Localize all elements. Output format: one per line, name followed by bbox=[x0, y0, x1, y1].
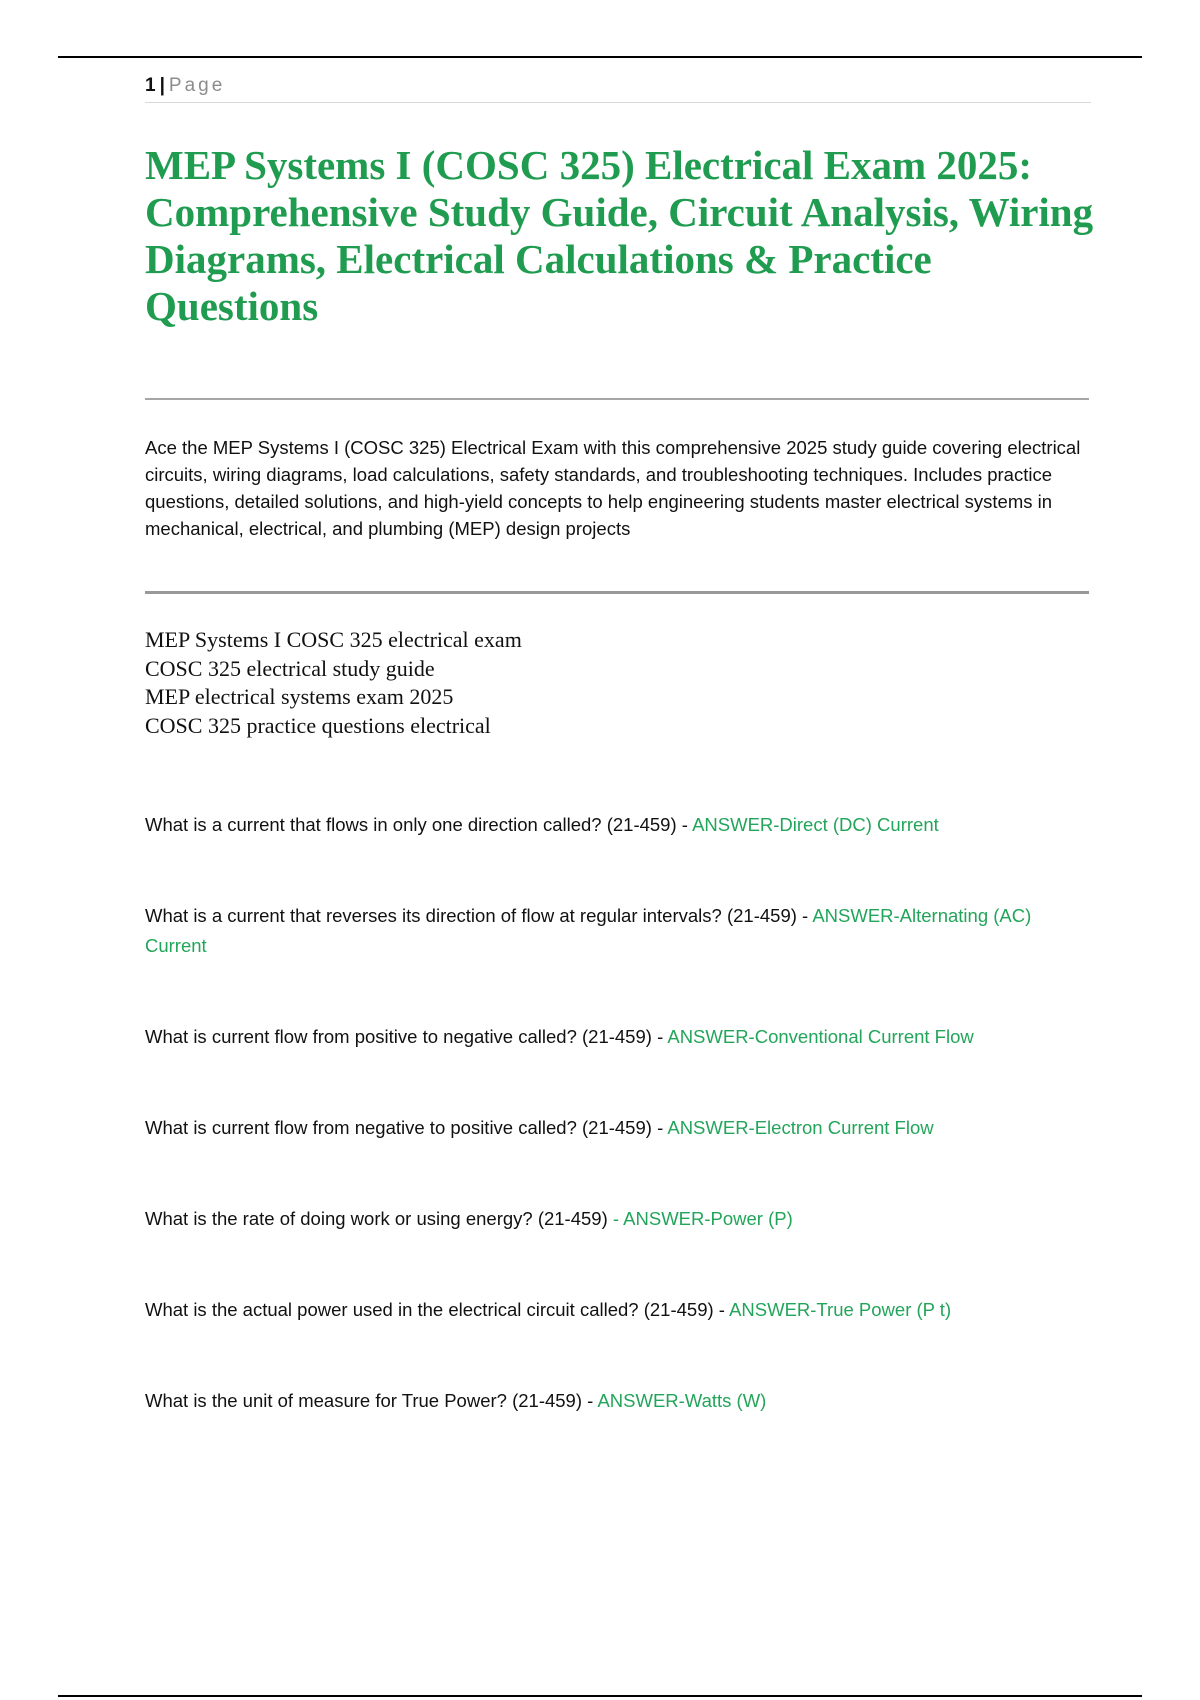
page-number: 1 bbox=[145, 75, 156, 96]
answer-text: ANSWER-Direct (DC) Current bbox=[692, 814, 939, 835]
keyword-item: COSC 325 electrical study guide bbox=[145, 655, 435, 681]
question-text: What is the actual power used in the electrical circuit called? (21-459) - bbox=[145, 1299, 730, 1320]
question-text: What is a current that reverses its direction of flow at regular intervals? (21-459) - bbox=[145, 905, 813, 926]
answer-text: ANSWER-True Power (P t) bbox=[729, 1299, 952, 1320]
question-text: What is current flow from positive to negative called? (21-459) - bbox=[145, 1026, 668, 1047]
qa-item bbox=[145, 1295, 1095, 1325]
document-description: Ace the MEP Systems I (COSC 325) Electrical Exam with this comprehensive 2025 study guide covering electrical circuits, wiring diagrams, load calculations, safety standards, and troubleshooting techniques. Includes practice questions, detailed solutions, and high-yield concepts to help engineering students master electrical systems in mechanical, electrical, and plumbing (MEP) design projects bbox=[145, 437, 1081, 539]
answer-text: ANSWER-Watts (W) bbox=[597, 1390, 767, 1411]
top-page-rule bbox=[58, 56, 1142, 58]
question-text: What is current flow from negative to positive called? (21-459) - bbox=[145, 1117, 668, 1138]
question-text: What is the rate of doing work or using energy? (21-459) bbox=[145, 1208, 613, 1229]
qa-item bbox=[145, 1113, 1095, 1143]
divider-line bbox=[145, 398, 1089, 400]
keyword-item: MEP electrical systems exam 2025 bbox=[145, 684, 454, 709]
answer-text: ANSWER-Electron Current Flow bbox=[667, 1117, 934, 1138]
answer-text: ANSWER-Conventional Current Flow bbox=[667, 1026, 974, 1047]
document-title: MEP Systems I (COSC 325) Electrical Exam 2025: Comprehensive Study Guide, Circuit Analysis, Wiring Diagrams, Electrical Calculations & Practice Questions bbox=[145, 142, 1094, 329]
page-label: Page bbox=[168, 75, 226, 96]
question-text: What is a current that flows in only one direction called? (21-459) - bbox=[145, 814, 693, 835]
page-header bbox=[145, 74, 1091, 103]
answer-text: ANSWER-Alternating (AC) Current bbox=[145, 905, 1032, 956]
keyword-list bbox=[145, 626, 1045, 740]
question-text: What is the unit of measure for True Power? (21-459) - bbox=[145, 1390, 598, 1411]
answer-text: - ANSWER-Power (P) bbox=[612, 1208, 793, 1229]
keyword-item: COSC 325 practice questions electrical bbox=[145, 712, 491, 738]
qa-item bbox=[145, 1386, 1095, 1416]
page-header-separator: | bbox=[159, 75, 165, 96]
qa-item bbox=[145, 901, 1095, 961]
qa-item bbox=[145, 810, 1095, 840]
bottom-page-rule bbox=[58, 1695, 1142, 1697]
keyword-item: MEP Systems I COSC 325 electrical exam bbox=[145, 627, 522, 652]
qa-item bbox=[145, 1204, 1095, 1234]
divider-line bbox=[145, 591, 1089, 594]
qa-item bbox=[145, 1022, 1095, 1052]
